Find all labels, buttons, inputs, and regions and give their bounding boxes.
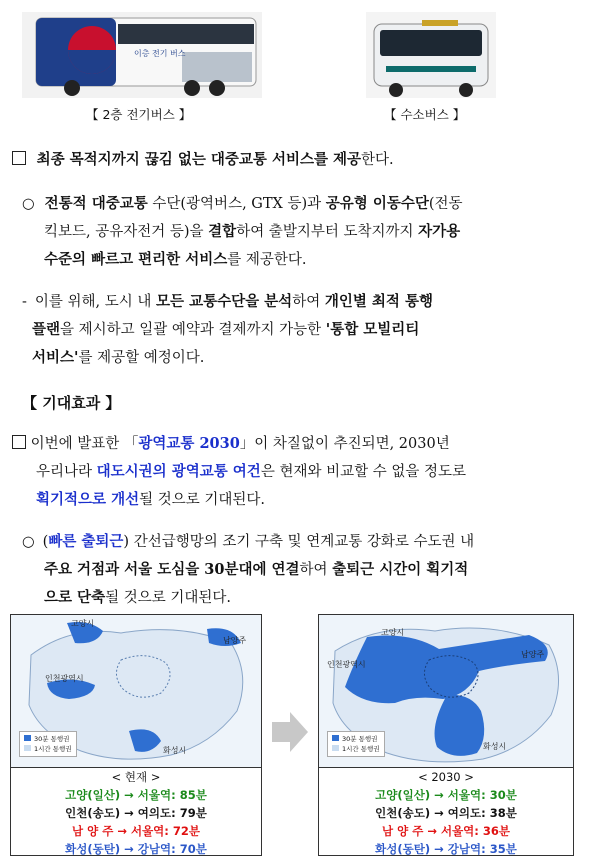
checkbox-square-icon	[12, 151, 26, 165]
text-span: 하여	[292, 294, 325, 310]
double-decker-bus-image	[22, 12, 262, 98]
text-span: 모든 교통수단을 분석	[156, 293, 293, 310]
legend-swatch-30	[332, 735, 339, 741]
text-span: 주요 거점과 서울 도심을 30분대에 연결	[44, 561, 300, 578]
text-span: 광역교통 2030	[138, 435, 240, 452]
text-span: 될 것으로 기대된다.	[105, 590, 231, 606]
city-label-incheon: 인천광역시	[45, 674, 84, 683]
current-travel-times	[11, 768, 261, 858]
city-label-hwaseong: 화성시	[163, 746, 187, 755]
text-span: 결합	[208, 223, 237, 240]
text-span: 획기적으로 개선	[36, 491, 140, 508]
text-span: 전통적 대중교통	[44, 195, 148, 212]
map-title: < 현재 >	[111, 770, 161, 784]
dash-bullet-icon: -	[22, 294, 27, 310]
bus-side-label: 이층 전기 버스	[134, 49, 186, 58]
section-heading: 【 기대효과 】	[22, 394, 121, 412]
commute-paragraph	[22, 528, 589, 612]
lead-text: 최종 목적지까지 끊김 없는 대중교통 서비스를 제공	[36, 151, 362, 168]
legend-label: 1시간 통행권	[342, 745, 380, 753]
text-span: 개인별 최적 통행	[324, 293, 433, 310]
effect-paragraph	[12, 430, 589, 514]
travel-row: 남 양 주 → 서울역: 36분	[381, 824, 511, 838]
lead-paragraph	[12, 146, 589, 174]
city-label-goyang: 고양시	[381, 628, 405, 637]
map-2030	[318, 614, 574, 856]
travel-row: 인천(송도) → 여의도: 79분	[65, 806, 207, 820]
text-span: 를 제공한다.	[227, 252, 307, 268]
circle-bullet-icon: ○	[22, 196, 35, 212]
travel-row: 화성(동탄) → 강남역: 35분	[375, 842, 517, 856]
text-span: 공유형 이동수단	[325, 195, 429, 212]
text-span: 서비스'	[32, 349, 79, 366]
city-label-goyang: 고양시	[71, 619, 95, 628]
right-arrow-icon	[272, 712, 308, 752]
lead-tail: 한다.	[361, 152, 394, 168]
travel-row: 고양(일산) → 서울역: 30분	[375, 788, 517, 802]
map-current-area	[11, 615, 261, 768]
hydrogen-bus-image	[366, 12, 496, 98]
map-legend	[327, 731, 385, 757]
circle-bullet-icon: ○	[22, 534, 35, 550]
text-span: 하여 출발지부터 도착지까지	[236, 224, 419, 240]
map-current	[10, 614, 262, 856]
checkbox-square-icon	[12, 435, 26, 449]
map-legend	[19, 731, 77, 757]
text-span: 킥보드, 공유자전거 등)을	[44, 224, 209, 240]
text-span: ) 간선급행망의 조기 구축 및 연계교통 강화로 수도권 내	[123, 534, 475, 550]
text-span: '통합 모빌리티	[325, 321, 420, 338]
map-2030-area	[319, 615, 573, 768]
caption-hydrogen-bus: 【 수소버스 】	[384, 107, 466, 122]
legend-label: 30분 통행권	[342, 735, 378, 743]
text-span: 이번에 발표한 「	[30, 436, 139, 452]
future-travel-times	[319, 768, 573, 858]
travel-row: 인천(송도) → 여의도: 38분	[375, 806, 517, 820]
text-span: 수단(광역버스, GTX 등)과	[147, 196, 326, 212]
text-span: 빠른 출퇴근	[48, 533, 124, 550]
text-span: 를 제공할 예정이다.	[78, 350, 205, 366]
travel-row: 화성(동탄) → 강남역: 70분	[65, 842, 207, 856]
text-span: 대도시권의 광역교통 여건	[96, 463, 261, 480]
text-span: 」이 차질없이 추진되면, 2030년	[239, 436, 450, 452]
text-span: 출퇴근 시간이 획기적	[332, 561, 469, 578]
legend-label: 30분 통행권	[34, 735, 70, 743]
legend-swatch-60	[332, 745, 339, 751]
caption-double-decker: 【 2층 전기버스 】	[86, 107, 192, 122]
text-span: 될 것으로 기대된다.	[139, 492, 265, 508]
text-span: (	[42, 534, 49, 550]
legend-swatch-30	[24, 735, 31, 741]
legend-swatch-60	[24, 745, 31, 751]
text-span: 우리나라	[36, 464, 97, 480]
text-span: 플랜	[32, 321, 61, 338]
legend-label: 1시간 통행권	[34, 745, 72, 753]
text-span: 하여	[299, 562, 333, 578]
text-span: 자가용	[418, 223, 461, 240]
map-title: < 2030 >	[418, 770, 474, 784]
sub-paragraph-1	[22, 190, 589, 274]
travel-row: 고양(일산) → 서울역: 85분	[65, 788, 207, 802]
sub-paragraph-2	[22, 288, 589, 372]
text-span: (전동	[428, 196, 463, 212]
text-span: 을 제시하고 일괄 예약과 결제까지 가능한	[60, 322, 326, 338]
text-span: 은 현재와 비교할 수 없을 정도로	[260, 464, 466, 480]
text-span: 이를 위해, 도시 내	[34, 294, 157, 310]
city-label-namyangju: 남양주	[223, 636, 247, 645]
hydrogen-bus-icon	[366, 12, 496, 98]
city-label-namyangju: 남양주	[521, 650, 545, 659]
text-span: 으로 단축	[44, 589, 106, 606]
travel-row: 남 양 주 → 서울역: 72분	[71, 824, 201, 838]
text-span: 수준의 빠르고 편리한 서비스	[44, 251, 228, 268]
city-label-hwaseong: 화성시	[483, 742, 507, 751]
city-label-incheon: 인천광역시	[327, 660, 366, 669]
